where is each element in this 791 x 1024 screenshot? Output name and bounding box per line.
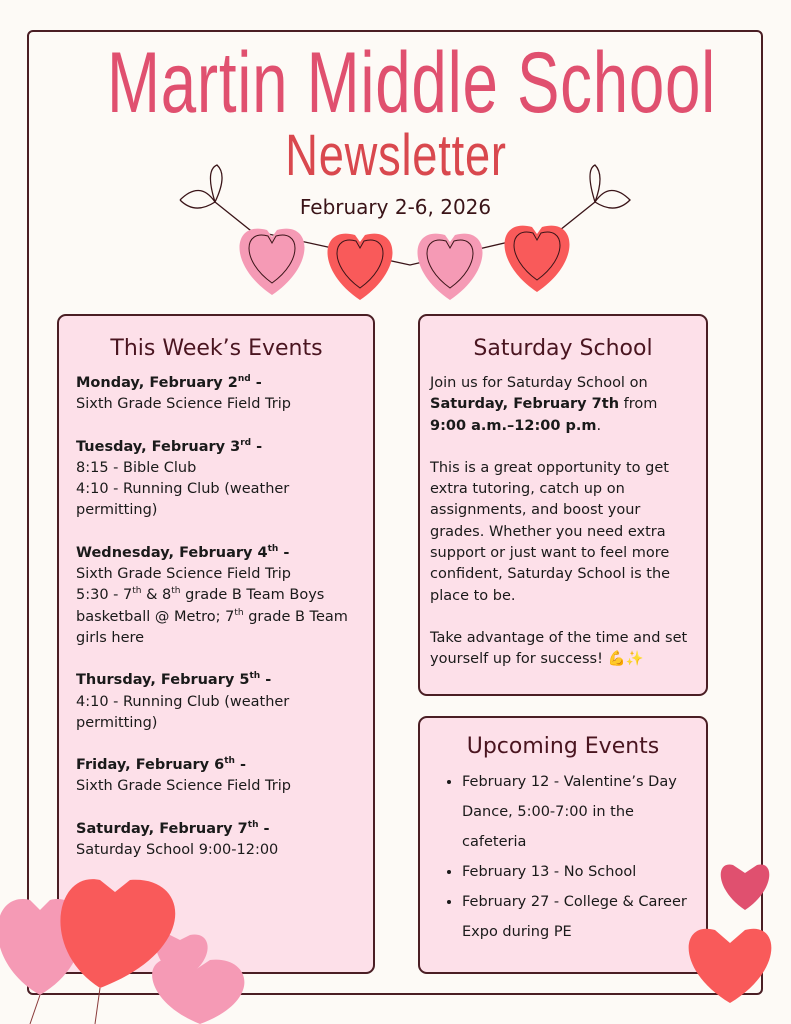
event-item: 5:30 - 7th & 8th grade B Team Boys basketball @ Metro; 7th grade B Team girls here [76, 586, 348, 646]
day-label: Friday, February 6th - [76, 756, 247, 774]
upcoming-heading: Upcoming Events [466, 734, 660, 759]
event-item: 4:10 - Running Club (weather permitting) [76, 481, 290, 519]
events-heading: This Week’s Events [110, 336, 323, 361]
event-day [76, 819, 357, 862]
saturday-school-panel [418, 314, 708, 696]
saturday-heading: Saturday School [473, 336, 653, 361]
event-item: Sixth Grade Science Field Trip [76, 396, 291, 413]
school-title-text: Martin Middle School [106, 35, 717, 131]
day-label: Saturday, February 7th - [76, 819, 270, 837]
event-item: 4:10 - Running Club (weather permitting) [76, 693, 290, 731]
day-label: Wednesday, February 4th - [76, 543, 290, 561]
day-label: Monday, February 2nd - [76, 374, 262, 391]
event-item: Sixth Grade Science Field Trip [76, 566, 291, 583]
heart-garland-icon [170, 160, 640, 305]
event-day [76, 670, 357, 734]
event-day [76, 543, 357, 649]
upcoming-list [430, 767, 696, 947]
list-item: • February 27 - College & Career Expo during PE [462, 887, 696, 947]
event-day [76, 755, 357, 798]
list-item: • February 13 - No School [462, 857, 696, 887]
newsletter-subtitle-text: Newsletter [284, 123, 507, 188]
heart-balloons-icon [0, 870, 270, 1024]
upcoming-events-panel [418, 716, 708, 974]
event-day [76, 373, 357, 416]
hearts-decoration-icon [675, 855, 785, 1005]
newsletter-date: February 2-6, 2026 [299, 195, 492, 219]
day-label: Thursday, February 5th - [76, 671, 272, 689]
list-item: • February 12 - Valentine’s Day Dance, 5:00-7:00 in the cafeteria [462, 767, 696, 857]
saturday-description: This is a great opportunity to get extra tutoring, catch up on assignments, and boost your grades. Whether you need extra support or just want to feel more confident, Saturday School is the place to be. [430, 459, 671, 604]
event-item: Sixth Grade Science Field Trip [76, 778, 291, 795]
event-item: 8:15 - Bible Club [76, 459, 197, 476]
saturday-intro: Join us for Saturday School on Saturday, February 7th from 9:00 a.m.–12:00 p.m. [430, 375, 658, 434]
day-label: Tuesday, February 3rd - [76, 437, 263, 455]
event-day [76, 437, 357, 522]
event-item: Saturday School 9:00-12:00 [76, 842, 279, 859]
saturday-closing: Take advantage of the time and set yourself up for success! 💪✨ [430, 629, 688, 668]
school-title [0, 34, 791, 133]
